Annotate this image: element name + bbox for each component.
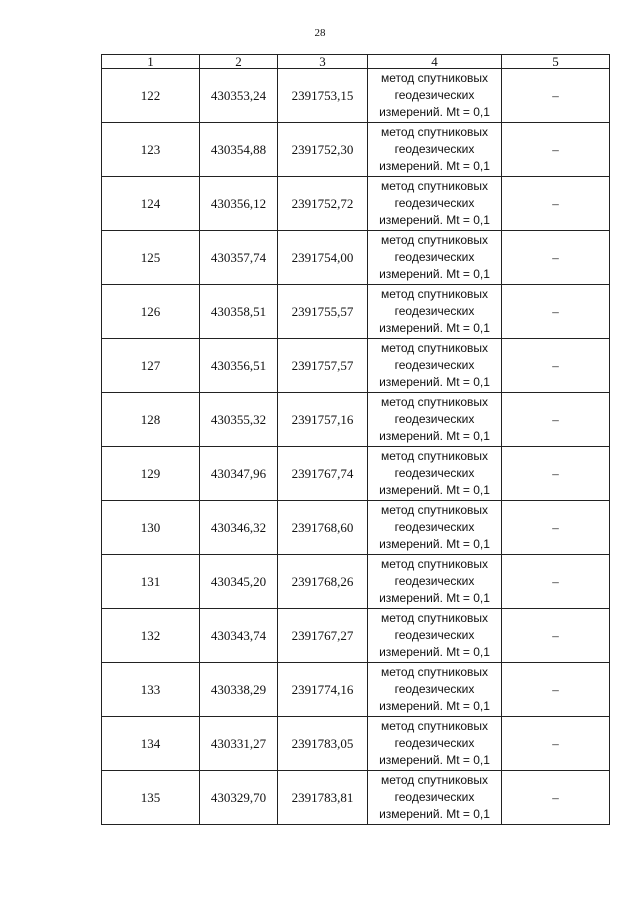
- note-cell: –: [502, 69, 610, 123]
- y-coordinate-cell: 2391755,57: [278, 285, 368, 339]
- y-coordinate-cell: 2391768,26: [278, 555, 368, 609]
- point-number-cell: 127: [102, 339, 200, 393]
- x-coordinate-cell: 430331,27: [200, 717, 278, 771]
- point-number-cell: 132: [102, 609, 200, 663]
- method-cell: метод спутниковых геодезических измерений. Mt = 0,1: [368, 123, 502, 177]
- note-cell: –: [502, 663, 610, 717]
- y-coordinate-cell: 2391757,57: [278, 339, 368, 393]
- method-cell: метод спутниковых геодезических измерений. Mt = 0,1: [368, 447, 502, 501]
- y-coordinate-cell: 2391752,72: [278, 177, 368, 231]
- table-row: [102, 771, 610, 825]
- x-coordinate-cell: 430357,74: [200, 231, 278, 285]
- note-cell: –: [502, 501, 610, 555]
- method-cell: метод спутниковых геодезических измерений. Mt = 0,1: [368, 663, 502, 717]
- table-row: [102, 339, 610, 393]
- method-cell: метод спутниковых геодезических измерений. Mt = 0,1: [368, 771, 502, 825]
- page-number: 28: [314, 27, 326, 39]
- method-cell: метод спутниковых геодезических измерений. Mt = 0,1: [368, 177, 502, 231]
- x-coordinate-cell: 430346,32: [200, 501, 278, 555]
- method-cell: метод спутниковых геодезических измерений. Mt = 0,1: [368, 393, 502, 447]
- note-cell: –: [502, 123, 610, 177]
- x-coordinate-cell: 430329,70: [200, 771, 278, 825]
- point-number-cell: 128: [102, 393, 200, 447]
- point-number-cell: 125: [102, 231, 200, 285]
- y-coordinate-cell: 2391774,16: [278, 663, 368, 717]
- note-cell: –: [502, 447, 610, 501]
- table-row: [102, 609, 610, 663]
- y-coordinate-cell: 2391752,30: [278, 123, 368, 177]
- column-header-1: 1: [102, 55, 200, 69]
- table-row: [102, 69, 610, 123]
- point-number-cell: 130: [102, 501, 200, 555]
- column-header-4: 4: [368, 55, 502, 69]
- table-row: [102, 717, 610, 771]
- method-cell: метод спутниковых геодезических измерений. Mt = 0,1: [368, 231, 502, 285]
- x-coordinate-cell: 430347,96: [200, 447, 278, 501]
- table-row: [102, 177, 610, 231]
- x-coordinate-cell: 430338,29: [200, 663, 278, 717]
- note-cell: –: [502, 609, 610, 663]
- method-cell: метод спутниковых геодезических измерений. Mt = 0,1: [368, 339, 502, 393]
- coordinates-table: [101, 54, 610, 825]
- note-cell: –: [502, 177, 610, 231]
- table-row: [102, 123, 610, 177]
- note-cell: –: [502, 771, 610, 825]
- table-row: [102, 285, 610, 339]
- method-cell: метод спутниковых геодезических измерений. Mt = 0,1: [368, 717, 502, 771]
- point-number-cell: 135: [102, 771, 200, 825]
- method-cell: метод спутниковых геодезических измерений. Mt = 0,1: [368, 69, 502, 123]
- note-cell: –: [502, 339, 610, 393]
- point-number-cell: 133: [102, 663, 200, 717]
- point-number-cell: 129: [102, 447, 200, 501]
- y-coordinate-cell: 2391753,15: [278, 69, 368, 123]
- y-coordinate-cell: 2391757,16: [278, 393, 368, 447]
- table-header-row: [102, 55, 610, 69]
- y-coordinate-cell: 2391783,05: [278, 717, 368, 771]
- note-cell: –: [502, 393, 610, 447]
- table-row: [102, 501, 610, 555]
- method-cell: метод спутниковых геодезических измерений. Mt = 0,1: [368, 285, 502, 339]
- x-coordinate-cell: 430356,51: [200, 339, 278, 393]
- note-cell: –: [502, 717, 610, 771]
- column-header-5: 5: [502, 55, 610, 69]
- method-cell: метод спутниковых геодезических измерений. Mt = 0,1: [368, 609, 502, 663]
- table-row: [102, 555, 610, 609]
- column-header-2: 2: [200, 55, 278, 69]
- x-coordinate-cell: 430345,20: [200, 555, 278, 609]
- x-coordinate-cell: 430355,32: [200, 393, 278, 447]
- y-coordinate-cell: 2391768,60: [278, 501, 368, 555]
- x-coordinate-cell: 430343,74: [200, 609, 278, 663]
- column-header-3: 3: [278, 55, 368, 69]
- x-coordinate-cell: 430358,51: [200, 285, 278, 339]
- point-number-cell: 123: [102, 123, 200, 177]
- point-number-cell: 131: [102, 555, 200, 609]
- x-coordinate-cell: 430353,24: [200, 69, 278, 123]
- note-cell: –: [502, 555, 610, 609]
- point-number-cell: 124: [102, 177, 200, 231]
- point-number-cell: 126: [102, 285, 200, 339]
- method-cell: метод спутниковых геодезических измерений. Mt = 0,1: [368, 501, 502, 555]
- note-cell: –: [502, 231, 610, 285]
- x-coordinate-cell: 430354,88: [200, 123, 278, 177]
- table-row: [102, 393, 610, 447]
- table-row: [102, 663, 610, 717]
- point-number-cell: 122: [102, 69, 200, 123]
- y-coordinate-cell: 2391783,81: [278, 771, 368, 825]
- table-row: [102, 447, 610, 501]
- table-body: [102, 55, 610, 825]
- method-cell: метод спутниковых геодезических измерений. Mt = 0,1: [368, 555, 502, 609]
- y-coordinate-cell: 2391767,74: [278, 447, 368, 501]
- x-coordinate-cell: 430356,12: [200, 177, 278, 231]
- point-number-cell: 134: [102, 717, 200, 771]
- y-coordinate-cell: 2391767,27: [278, 609, 368, 663]
- y-coordinate-cell: 2391754,00: [278, 231, 368, 285]
- note-cell: –: [502, 285, 610, 339]
- table-row: [102, 231, 610, 285]
